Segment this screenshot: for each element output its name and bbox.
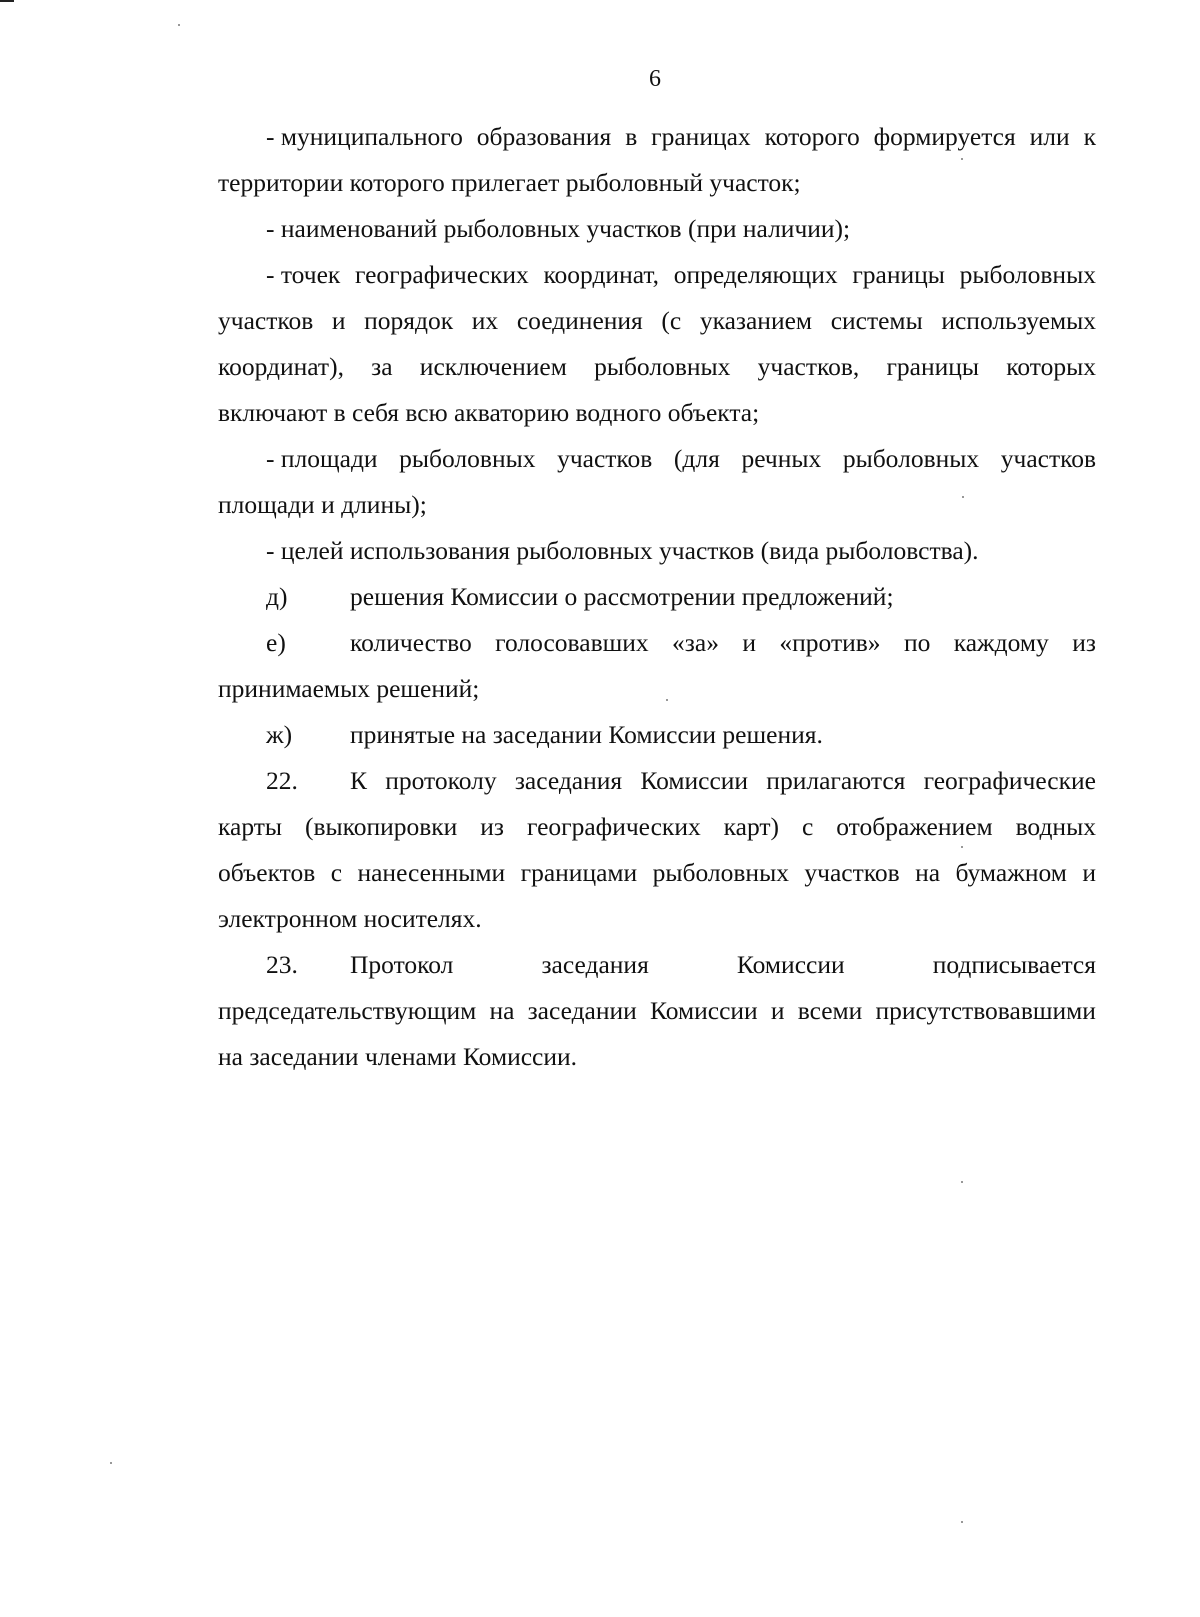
- word: председательствующим: [218, 996, 477, 1025]
- word: географических: [354, 260, 529, 289]
- word: с: [330, 858, 343, 887]
- word: нанесенными: [357, 858, 506, 887]
- word: из: [1072, 628, 1096, 657]
- text-line: - целей использования рыболовных участков (вида рыболовства).: [266, 536, 979, 565]
- word: - точек: [266, 260, 341, 289]
- document-body: [218, 114, 1096, 1080]
- word: Комиссии: [640, 766, 749, 795]
- word: - площади: [266, 444, 378, 473]
- list-item-zh: [218, 712, 1096, 758]
- word: образования: [476, 122, 612, 151]
- word: количество: [350, 628, 472, 657]
- scan-speck: [178, 24, 180, 26]
- word: (выкопировки: [304, 812, 458, 841]
- word: по: [903, 628, 931, 657]
- word: границами: [520, 858, 638, 887]
- word: и: [1082, 858, 1096, 887]
- word: границах: [651, 122, 751, 151]
- word: участков: [218, 306, 314, 335]
- item-label: е): [266, 628, 286, 657]
- scan-speck: [961, 846, 963, 848]
- word: и: [742, 628, 756, 657]
- word: голосовавших: [495, 628, 649, 657]
- text-line: территории которого прилегает рыболовный участок;: [218, 168, 801, 197]
- text-line: площади и длины);: [218, 490, 427, 519]
- word: участков: [804, 858, 900, 887]
- word: «за»: [672, 628, 719, 657]
- clause-22: [218, 758, 1096, 804]
- text-line: - наименований рыболовных участков (при наличии);: [266, 214, 851, 243]
- word: объектов: [218, 858, 316, 887]
- clause-number: 23.: [266, 950, 298, 979]
- word: определяющих: [673, 260, 838, 289]
- word: заседания: [541, 950, 649, 979]
- word: Протокол: [350, 950, 454, 979]
- item-text: решения Комиссии о рассмотрении предложений;: [350, 582, 894, 611]
- word: соединения: [516, 306, 643, 335]
- scan-speck: [961, 1521, 963, 1523]
- word: из: [480, 812, 505, 841]
- word: - муниципального: [266, 122, 463, 151]
- word: используемых: [941, 306, 1096, 335]
- list-item-e: [218, 620, 1096, 666]
- word: рыболовных: [959, 260, 1096, 289]
- scan-corner-mark: [0, 0, 14, 2]
- clause-number: 22.: [266, 766, 298, 795]
- word: «против»: [779, 628, 881, 657]
- word: за: [371, 352, 393, 381]
- text-line: [218, 436, 1096, 482]
- word: которого: [764, 122, 860, 151]
- word: присутствовавшими: [875, 996, 1096, 1025]
- word: географические: [923, 766, 1096, 795]
- word: границы: [852, 260, 945, 289]
- scan-speck: [961, 158, 963, 160]
- text-line: [218, 988, 1096, 1034]
- word: и: [770, 996, 785, 1025]
- word: на: [489, 996, 515, 1025]
- word: рыболовных: [652, 858, 789, 887]
- word: с: [801, 812, 814, 841]
- text-line: на заседании членами Комиссии.: [218, 1042, 578, 1071]
- list-item-d: [218, 574, 1096, 620]
- word: отображением: [836, 812, 993, 841]
- clause-text: [350, 942, 1096, 988]
- word: формируется: [873, 122, 1016, 151]
- clause-23: [218, 942, 1096, 988]
- word: участков: [1000, 444, 1096, 473]
- word: указанием: [699, 306, 813, 335]
- word: карты: [218, 812, 283, 841]
- word: речных: [741, 444, 822, 473]
- word: границы: [886, 352, 980, 381]
- word: (для: [673, 444, 720, 473]
- scan-speck: [666, 699, 668, 701]
- word: К: [350, 766, 368, 795]
- item-label: ж): [266, 720, 293, 749]
- word: Комиссии: [736, 950, 845, 979]
- word: Комиссии: [649, 996, 758, 1025]
- word: подписывается: [932, 950, 1096, 979]
- word: (с: [661, 306, 682, 335]
- word: всеми: [797, 996, 863, 1025]
- word: заседания: [514, 766, 623, 795]
- word: и: [331, 306, 346, 335]
- text-line: [218, 298, 1096, 344]
- word: координат),: [218, 352, 344, 381]
- text-line: [218, 344, 1096, 390]
- word: участков,: [757, 352, 860, 381]
- page-number: 6: [649, 66, 661, 92]
- text-line: [218, 252, 1096, 298]
- word: каждому: [953, 628, 1049, 657]
- word: карт): [723, 812, 780, 841]
- clause-text: [350, 758, 1096, 804]
- word: которых: [1006, 352, 1096, 381]
- text-line: [218, 850, 1096, 896]
- word: бумажном: [955, 858, 1067, 887]
- word: исключением: [419, 352, 567, 381]
- scan-speck: [961, 1181, 963, 1183]
- word: системы: [830, 306, 923, 335]
- item-label: д): [266, 582, 288, 611]
- word: на: [915, 858, 941, 887]
- word: или: [1029, 122, 1070, 151]
- text-line: включают в себя всю акваторию водного объекта;: [218, 398, 760, 427]
- text-line: [218, 804, 1096, 850]
- word: рыболовных: [399, 444, 536, 473]
- word: в: [625, 122, 638, 151]
- scan-speck: [962, 496, 964, 498]
- word: географических: [526, 812, 701, 841]
- word: рыболовных: [842, 444, 980, 473]
- word: координат,: [543, 260, 659, 289]
- word: водных: [1015, 812, 1096, 841]
- item-text: [350, 620, 1096, 666]
- word: заседании: [527, 996, 637, 1025]
- text-line: [218, 114, 1096, 160]
- scan-speck: [110, 1462, 112, 1464]
- word: прилагаются: [766, 766, 906, 795]
- word: к: [1083, 122, 1096, 151]
- word: протоколу: [385, 766, 497, 795]
- word: порядок: [364, 306, 454, 335]
- word: участков: [557, 444, 653, 473]
- text-line: электронном носителях.: [218, 904, 482, 933]
- word: их: [471, 306, 499, 335]
- word: рыболовных: [594, 352, 731, 381]
- item-text: принятые на заседании Комиссии решения.: [350, 720, 823, 749]
- text-line: принимаемых решений;: [218, 674, 480, 703]
